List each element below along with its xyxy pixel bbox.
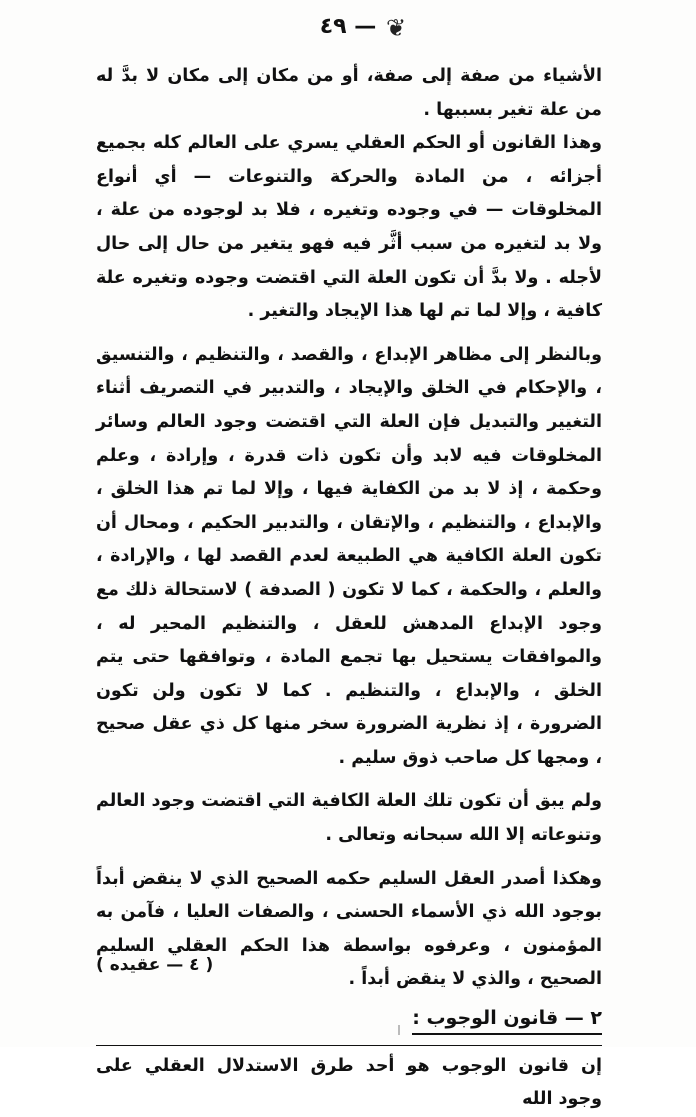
paragraph-3: وبالنظر إلى مظاهر الإبداع ، والقصد ، والتنظيم ، والتنسيق ، والإحكام في الخلق والإيجاد ، والتدبير في التصريف أثناء التغيير والتبديل فإن العلة التي اقتضت وجود العالم وسائر المخلوقات فيه لابد وأن تكون ذات قدرة ، وإرادة ، وعلم وحكمة ، إذ لا بد من الكفاية فيها ، وإلا لما تم هذا الخلق ، والإبداع ، والتنظيم ، والإتقان ، والتدبير الحكيم ، ومحال أن تكون العلة الكافية هي الطبيعة لعدم القصد لها ، والإرادة ، والعلم ، والحكمة ، كما لا تكون ( الصدفة ) لاستحالة ذلك مع وجود الإبداع المدهش للعقل ، والتنظيم المحير له ، والموافقات يستحيل بها تجمع المادة ، وتوافقها حتى يتم الخلق ، والإبداع ، والتنظيم . كما لا تكون ولن تكون الضرورة ، إذ نظرية الضرورة سخر منها كل ذي عقل صحيح ، ومجها كل صاحب ذوق سليم . <box>96 344 602 768</box>
section-divider <box>96 1045 602 1046</box>
paragraph-4: ولم يبق أن تكون تلك العلة الكافية التي اقتضت وجود العالم وتنوعاته إلا الله سبحانه وتعالى . <box>96 791 602 846</box>
paragraph-2: وهذا القانون أو الحكم العقلي يسري على العالم كله بجميع أجزائه ، من المادة والحركة والتنوعات — أي أنواع المخلوقات — في وجوده وتغيره ، فلا بد لوجوده من علة ، ولا بد لتغيره من سبب أثَّر فيه فهو يتغير من حال إلى حال لأجله . ولا بدَّ أن تكون العلة التي اقتضت وجوده وتغيره علة كافية ، وإلا لما تم لها هذا الإيجاد والتغير . <box>96 133 602 322</box>
ornament-icon: ❦ <box>386 14 407 42</box>
page-number: — ٤٩ <box>319 14 377 39</box>
scan-mark <box>398 1025 400 1035</box>
section-heading: ٢ — قانون الوجوب : <box>412 1003 602 1035</box>
paragraph-5: وهكذا أصدر العقل السليم حكمه الصحيح الذي لا ينقض أبداً بوجود الله ذي الأسماء الحسنى ، والصفات العليا ، فآمن به المؤمنون ، وعرفوه بواسطة هذا الحكم العقلي السليم الصحيح ، والذي لا ينقض أبداً . <box>96 868 602 990</box>
footnote: ( ٤ — عقيده ) <box>96 955 214 975</box>
section-text: إن قانون الوجوب هو أحد طرق الاستدلال العقلي على وجود الله <box>96 1055 602 1110</box>
paragraph-1: الأشياء من صفة إلى صفة، أو من مكان إلى مكان لا بدَّ له من علة تغير بسببها . <box>96 66 602 120</box>
